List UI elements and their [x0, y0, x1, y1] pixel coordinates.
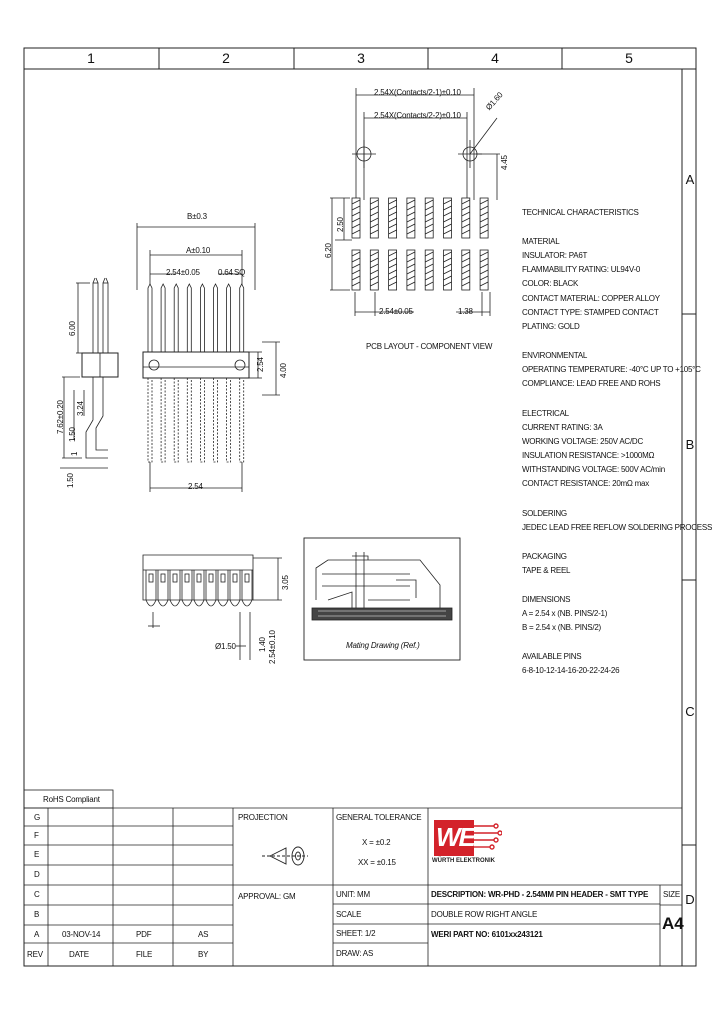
rev-letter: G: [34, 813, 41, 822]
pcb-dim-1-38: 1.38: [458, 307, 473, 316]
tech-line: WORKING VOLTAGE: 250V AC/DC: [522, 436, 643, 446]
rev-letter: F: [34, 831, 39, 840]
rev-a-date: 03-NOV-14: [62, 930, 101, 939]
tolerance-x: X = ±0.2: [362, 838, 391, 847]
tech-line: INSULATOR: PA6T: [522, 251, 588, 260]
by-header: BY: [198, 950, 209, 959]
file-header: FILE: [136, 950, 153, 959]
tech-line: TAPE & REEL: [522, 565, 571, 575]
front-dim-4-00: 4.00: [279, 363, 288, 378]
tech-line: CONTACT TYPE: STAMPED CONTACT: [522, 307, 659, 317]
column-number-2: 2: [222, 50, 230, 66]
tech-line: PLATING: GOLD: [522, 322, 580, 331]
tech-line: COLOR: BLACK: [522, 279, 579, 289]
rev-header: REV: [27, 950, 43, 959]
column-number-5: 5: [625, 50, 633, 66]
projection-label: PROJECTION: [238, 813, 288, 822]
row-letter-a: A: [685, 172, 695, 187]
front-dim-2-54-vertical: 2.54: [256, 357, 265, 372]
bottom-dim-2-54: 2.54±0.10: [268, 630, 277, 664]
tech-heading: TECHNICAL CHARACTERISTICS: [522, 208, 639, 217]
column-number-1: 1: [87, 50, 95, 66]
side-dim-7-62: 7.62±0.20: [56, 400, 65, 434]
tech-section-title: MATERIAL: [522, 237, 560, 246]
tech-line: CURRENT RATING: 3A: [522, 422, 603, 432]
size-value: A4: [662, 914, 684, 933]
tech-section-title: DIMENSIONS: [522, 595, 571, 604]
rohs-compliant-label: RoHS Compliant: [43, 795, 100, 804]
bottom-dim-1-40: 1.40: [258, 637, 267, 652]
rev-letter: C: [34, 890, 40, 899]
description-line-1: DESCRIPTION: WR-PHD - 2.54MM PIN HEADER - SMT TYPE: [431, 890, 649, 899]
pcb-layout-caption: PCB LAYOUT - COMPONENT VIEW: [366, 342, 493, 351]
general-tolerance-label: GENERAL TOLERANCE: [336, 813, 422, 822]
tech-line: JEDEC LEAD FREE REFLOW SOLDERING PROCESS: [522, 522, 713, 532]
column-number-4: 4: [491, 50, 499, 66]
front-dim-a: A±0.10: [186, 246, 211, 255]
pcb-dim-4-45: 4.45: [500, 155, 509, 170]
side-dim-6-00: 6.00: [68, 321, 77, 336]
date-header: DATE: [69, 950, 89, 959]
tech-line: CONTACT RESISTANCE: 20mΩ max: [522, 479, 649, 489]
tech-section-title: AVAILABLE PINS: [522, 652, 582, 662]
rev-letter: D: [34, 870, 40, 879]
scale-label: SCALE: [336, 910, 362, 919]
pcb-dim-a: 2.54X(Contacts/2-1)±0.10: [374, 88, 461, 97]
tech-line: OPERATING TEMPERATURE: -40°C UP TO +105°C: [522, 365, 701, 375]
side-dim-1: 1: [70, 451, 79, 456]
tech-line: COMPLIANCE: LEAD FREE AND ROHS: [522, 379, 661, 389]
pcb-dim-pitch: 2.54±0.05: [379, 307, 413, 316]
rev-a-by: AS: [198, 930, 209, 939]
side-dim-3-24: 3.24: [76, 401, 85, 416]
bottom-dim-hole: Ø1.50: [215, 642, 236, 651]
pcb-dim-6-20: 6.20: [324, 243, 333, 258]
rev-a-file: PDF: [136, 930, 152, 939]
front-dim-b: B±0.3: [187, 212, 207, 221]
front-dim-sq: SQ: [234, 268, 246, 277]
front-dim-pitch: 2.54±0.05: [166, 268, 200, 277]
sheet-label: SHEET: 1/2: [336, 929, 376, 938]
tech-line: B = 2.54 x (NB. PINS/2): [522, 623, 601, 633]
side-dim-1-50-a: 1.50: [68, 427, 77, 442]
logo-text: WÜRTH ELEKTRONIK: [432, 858, 495, 864]
front-dim-bottom: 2.54: [188, 482, 203, 491]
size-label: SIZE: [663, 890, 680, 899]
tech-line: WITHSTANDING VOLTAGE: 500V AC/min: [522, 465, 665, 475]
tech-line: FLAMMABILITY RATING: UL94V-0: [522, 265, 641, 275]
row-letter-b: B: [685, 437, 695, 452]
description-line-2: DOUBLE ROW RIGHT ANGLE: [431, 910, 538, 919]
unit-label: UNIT: MM: [336, 890, 370, 899]
rev-letter: B: [34, 910, 40, 919]
wurth-elektronik-logo: [432, 818, 502, 868]
tech-section-title: PACKAGING: [522, 551, 567, 561]
draw-label: DRAW: AS: [336, 949, 374, 958]
tech-section-title: ENVIRONMENTAL: [522, 351, 588, 361]
rev-letter: E: [34, 850, 40, 859]
tech-line: 6-8-10-12-14-16-20-22-24-26: [522, 666, 620, 676]
tech-line: A = 2.54 x (NB. PINS/2-1): [522, 609, 608, 618]
approval-label: APPROVAL: GM: [238, 892, 296, 901]
projection-symbol: [262, 847, 308, 865]
side-dim-1-50-b: 1.50: [66, 473, 75, 488]
part-number: WERI PART NO: 6101xx243121: [431, 930, 543, 939]
pcb-dim-b: 2.54X(Contacts/2-2)±0.10: [374, 111, 461, 120]
tech-line: CONTACT MATERIAL: COPPER ALLOY: [522, 293, 660, 303]
row-letter-d: D: [685, 892, 695, 907]
tech-section-title: SOLDERING: [522, 508, 567, 518]
logo-letters: WE: [436, 822, 474, 852]
bottom-dim-3-05: 3.05: [281, 575, 290, 590]
pcb-dim-2-50: 2.50: [336, 217, 345, 232]
pcb-hole-dim: Ø1.60: [484, 90, 505, 113]
rev-letter: A: [34, 930, 40, 939]
column-number-3: 3: [357, 50, 365, 66]
tolerance-xx: XX = ±0.15: [358, 858, 396, 867]
mating-caption: Mating Drawing (Ref.): [346, 641, 420, 650]
tech-section-title: ELECTRICAL: [522, 408, 569, 418]
front-dim-0-64: 0.64: [218, 268, 233, 277]
row-letter-c: C: [685, 704, 695, 719]
tech-line: INSULATION RESISTANCE: >1000MΩ: [522, 451, 655, 460]
